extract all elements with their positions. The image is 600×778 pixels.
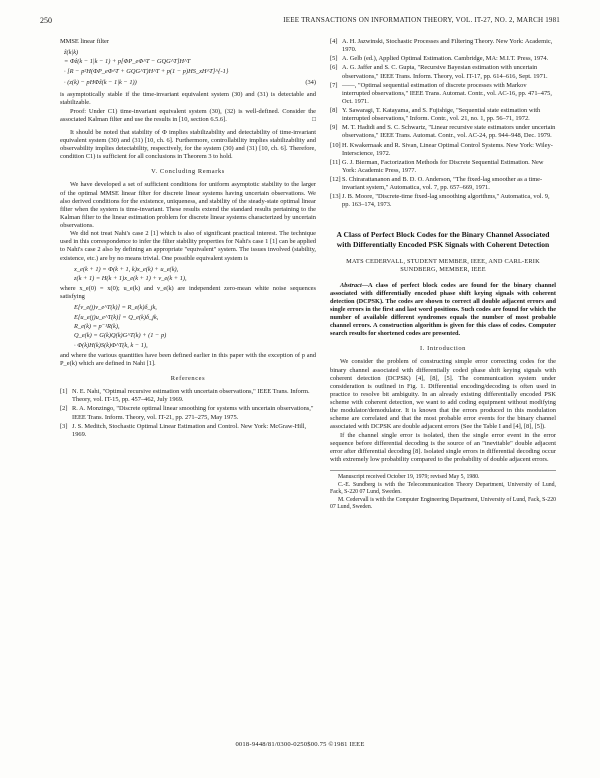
right-column (330, 38, 556, 512)
conclusion-paragraph-1: We have developed a set of sufficient conditions for uniform asymptotic stability to the larger of the optimal MMSE linear filter for discrete linear systems having uncertain observations. We also derived conditions for the existence, uniqueness, and stability of the steady-state optimal linear filter when the system is time-invariant. These results extend the standard results pertaining to the Kalman filter to the linear estimation problem for discrete linear systems characterized by uncertain observations. (60, 181, 316, 229)
footnote: Manuscript received October 19, 1979; revised May 5, 1980. (338, 474, 480, 481)
reference-item: [9] M. T. Hadidi and S. C. Schwartz, "Linear recursive state estimators under uncertain observations," IEEE Trans. Automat. Contr., vol. AC-24, pp. 944–948, Dec. 1979. (330, 124, 556, 140)
system-eq: x_e(k + 1) = Φ(k + 1, k)x_e(k) + u_e(k), (74, 265, 179, 273)
cov-eq: E[v_e(j)v_e^T(k)] = R_e(k)δ_jk, (74, 304, 157, 312)
qed-symbol: □ (312, 115, 316, 123)
reference-item: [11] G. J. Bierman, Factorization Methods for Discrete Sequential Estimation. New York: Academic Press, 1977. (330, 158, 544, 174)
after-equation-text: is asymptotically stable if the time-invariant equivalent system (30) and (31) is detectable and stabilizable. (60, 91, 316, 107)
article-authors: MATS CEDERVALL, STUDENT MEMBER, IEEE, AND CARL-ERIK SUNDBERG, MEMBER, IEEE (346, 258, 540, 273)
reference-item: [4] A. H. Jazwinski, Stochastic Processes and Filtering Theory. New York: Academic, 1970. (330, 38, 553, 54)
abstract-text: —A class of perfect block codes are found for the binary channel associated with differentially encoded phase shift keying signals with coherent detection (DCPSK). The codes are shown to correct all double adjacent errors and single errors in the first and last word positions. Such codes are found for which the number of available different syndromes equals the number of most probable channel errors. A construction algorithm is given for this class of codes. Computer search results for shortened codes are presented. (330, 281, 556, 338)
proof-text: Proof: Under C1) time-invariant equivalent system (30), (32) is well-defined. Consider the associated Kalman filter and use the results in [10, section 6.5.6]. (60, 107, 316, 123)
eq-line: ẑ(k|k) (64, 49, 79, 57)
cov-eq: · Φ(k)H(k)S(k)Φ^T(k, k − 1), (74, 341, 148, 349)
reference-item: [3] J. S. Meditch, Stochastic Optimal Linear Estimation and Control. New York: McGraw-Hill, 1969. (60, 422, 307, 438)
references-list-left (60, 388, 316, 439)
abstract (330, 282, 556, 338)
conclusion-paragraph-2: We did not treat Nahi's case 2 [1] which is also of significant practical interest. The technique used in this correspondence to infer the filter stability properties for Nahi's case 1 [1] can be applied to Nahi's case 2 also by defining an appropriate "equivalent" system. The issues involved (stability, existence, etc.) are by no means trivial. One possible equivalent system is (60, 230, 316, 262)
reference-item: [2] R. A. Monzingo, "Discrete optimal linear smoothing for systems with uncertain observations," IEEE Trans. Inform. Theory, vol. IT-21, pp. 271–275, May 1975. (60, 405, 314, 421)
eq-line: · [R − p²H(ΦP_eΦ^T + GQG^T)H^T + p(1 − p)HS_xH^T]^{-1} (64, 67, 229, 75)
references-list-right (330, 38, 556, 210)
reference-item: [13]J. B. Moore, "Discrete-time fixed-lag smoothing algorithms," Automatica, vol. 9, pp. 163–174, 1973. (330, 193, 550, 209)
intro-title: I. Introduction (420, 345, 466, 353)
reference-item: [5] A. Gelb (ed.), Applied Optimal Estimation. Cambridge, MA: M.I.T. Press, 1974. (330, 55, 549, 63)
footnote: M. Cedervall is with the Computer Engineering Department, University of Lund, Fack, S-220 07 Lund, Sweden. (330, 496, 556, 511)
equivalent-system-equations (74, 265, 316, 284)
final-text: and where the various quantities have been defined earlier in this paper with the exception of p and P_e(k) which are defined in Nahi [1]. (60, 351, 316, 367)
eq-line-numbered (64, 78, 316, 87)
footnote: C.-E. Sundberg is with the Telecommunication Theory Department, University of Lund, Fack, S-220 07 Lund, Sweden. (330, 481, 556, 496)
cov-eq: E[u_e(j)u_e^T(k)] = Q_e(k)δ_jk, (74, 313, 159, 321)
reference-item: [10]H. Kwakernaak and R. Sivan, Linear Optimal Control Systems. New York: Wiley-Interscience, 1972. (330, 141, 553, 157)
article-title: A Class of Perfect Block Codes for the Binary Channel Associated with Differentially Encoded PSK Signals with Coherent Detection (336, 229, 550, 249)
intro-paragraph-2: If the channel single error is isolated, then the single error event in the error sequence before differential decoding is the source of an "inevitable" double adjacent error after differential decoding [8]. Isolated single errors in differential decoding occur with extremely low probability compared to the probability of double adjacent errors. (330, 431, 556, 463)
cov-eq: Q_e(k) = G(k)Q(k)G^T(k) + (1 − p) (74, 332, 167, 340)
system-eq: z(k + 1) = H(k + 1)x_e(k + 1) + v_e(k + 1), (74, 274, 187, 282)
journal-header: IEEE TRANSACTIONS ON INFORMATION THEORY, VOL. IT-27, NO. 2, MARCH 1981 (283, 16, 560, 24)
copyright-line: 0018-9448/81/0300-0250$00.75 ©1981 IEEE (235, 741, 365, 748)
proof-paragraph (60, 108, 316, 124)
references-title: References (170, 375, 206, 383)
reference-item: [7] ——, "Optimal sequential estimation of discrete processes with Markov interrupted observations," IEEE Trans. Automat. Contr., vol. AC-16, pp. 471–475, Oct. 1971. (330, 81, 552, 105)
running-header (40, 16, 560, 28)
filter-label: MMSE linear filter (60, 38, 109, 45)
footnotes (330, 470, 556, 512)
reference-item: [6] A. G. Jaffer and S. C. Gupta, "Recursive Bayesian estimation with uncertain observations," IEEE Trans. Inform. Theory, vol. IT-17, pp. 614–616, Sept. 1971. (330, 64, 548, 80)
reference-item: [8] Y. Sawaragi, T. Katayama, and S. Fujishige, "Sequential state estimation with interrupted observations," Inform. Contr., vol. 21, no. 1, pp. 56–71, 1972. (330, 107, 541, 123)
reference-item: [1] N. E. Nahi, "Optimal recursive estimation with uncertain observations," IEEE Trans. Inform. Theory, vol. IT-15, pp. 457–462, July 1969. (60, 388, 310, 404)
eq-line: = Φẑ(k − 1|k − 1) + p[ΦP_eΦ^T − GQG^T]H^T (64, 58, 191, 66)
covariance-equations (74, 303, 316, 349)
reference-item: [12]S. Chirarattananon and B. D. O. Anderson, "The fixed-lag smoother as a time-invariant system," Automatica, vol. 7, pp. 657–669, 1971. (330, 176, 543, 192)
cov-eq: R_e(k) = p⁻¹R(k), (74, 323, 120, 330)
left-column (60, 38, 316, 440)
section-title: V. Concluding Remarks (151, 168, 225, 176)
page-number: 250 (40, 16, 52, 25)
abstract-label: Abstract (340, 281, 362, 289)
equation-number: (34) (305, 78, 316, 86)
where-text: where x_e(0) = x(0); u_e(k) and v_e(k) are independent zero-mean white noise sequences satisfying (60, 285, 316, 301)
filter-equation (64, 48, 316, 89)
stability-note: It should be noted that stability of Φ implies stabilizability and detectability of time-invariant equivalent system (30) and (31) [10, ch. 6]. Furthermore, controllability implies stabilizability and observability implies detectability, respectively, for the system (30) and (31) [10, ch. 6]. Therefore, condition C1) is sufficient for all conclusions in Theorem 3 to hold. (60, 128, 316, 161)
intro-paragraph-1: We consider the problem of constructing simple error correcting codes for the binary channel associated with differentially coded phase shift keying signals with coherent detection (DCPSK) [4], [8], [5]. The communication system under consideration is outlined in Fig. 1. Differential encoding/decoding is often used in practice to resolve bit ambiguity. In an already existing differentially encoded PSK scheme with coherent detection, we want to add coding equipment without modifying the modulator/demodulator. It is known that the errors produced in this modulation scheme are correlated and that the most probable error events for the binary channel associated with DCPSK are double adjacent errors (See the Table I and [4], [8], [5]). (330, 358, 556, 431)
eq-line: · (z(k) − pHΦẑ(k − 1|k − 1)) (64, 78, 137, 86)
